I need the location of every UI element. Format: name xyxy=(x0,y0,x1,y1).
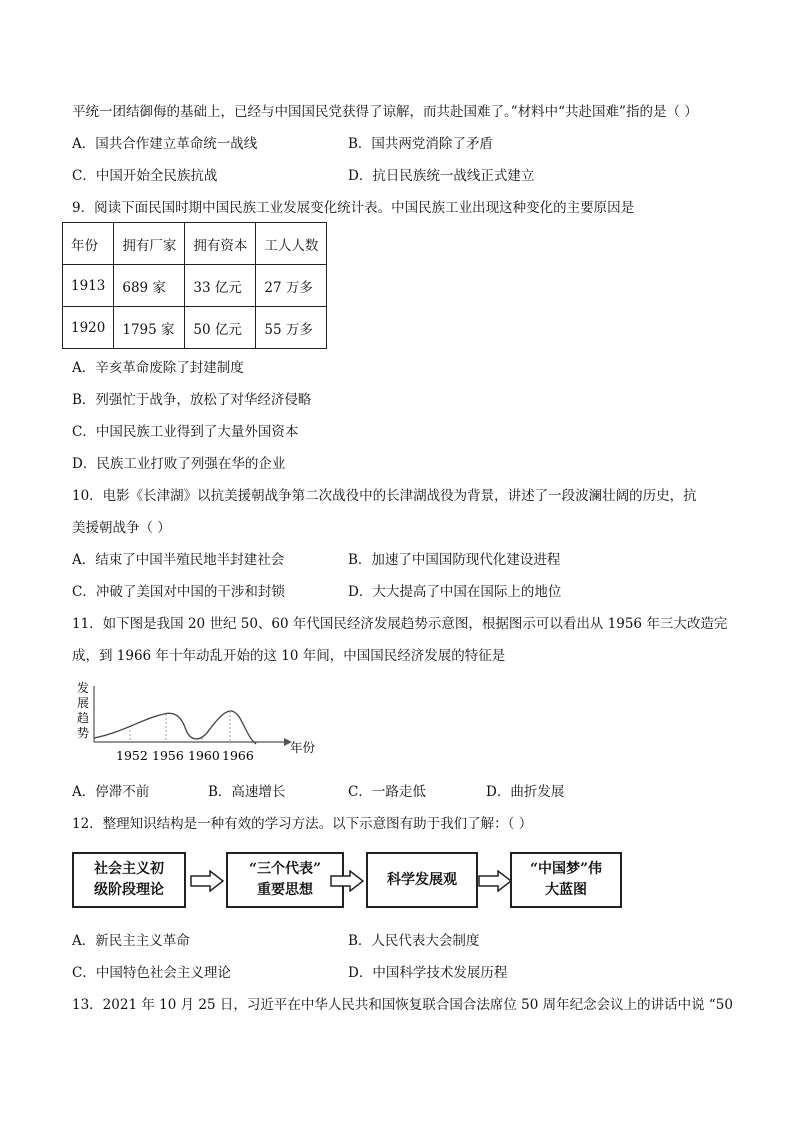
q10-option-c: C．冲破了美国对中国的干涉和封锁 xyxy=(72,584,285,600)
table-header-cell: 年份 xyxy=(63,223,114,265)
flow-arrow-icon xyxy=(478,870,512,892)
q10-option-a: A．结束了中国半殖民地半封建社会 xyxy=(72,552,285,568)
table-cell: 27 万多 xyxy=(256,265,327,307)
q9-stem: 9．阅读下面民国时期中国民族工业发展变化统计表。中国民族工业出现这种变化的主要原因是 xyxy=(72,200,635,216)
flow-box-scientific-outlook: 科学发展观 xyxy=(366,852,478,908)
table-header-cell: 拥有资本 xyxy=(185,223,256,265)
q10-option-d: D．大大提高了中国在国际上的地位 xyxy=(348,584,562,600)
q12-stem: 12．整理知识结构是一种有效的学习方法。以下示意图有助于我们了解：（ ） xyxy=(72,816,533,832)
q12-option-d: D．中国科学技术发展历程 xyxy=(348,965,508,981)
y-axis-label-char: 趋 xyxy=(77,711,90,725)
q11-option-d: D．曲折发展 xyxy=(486,784,565,800)
table-cell: 33 亿元 xyxy=(185,265,256,307)
q11-option-a: A．停滞不前 xyxy=(72,784,150,800)
flow-arrow-icon xyxy=(190,870,224,892)
q10-option-b: B．加速了中国国防现代化建设进程 xyxy=(348,552,561,568)
table-header-row xyxy=(63,223,327,265)
q8-option-b: B．国共两党消除了矛盾 xyxy=(348,136,493,152)
knowledge-flow-diagram xyxy=(72,852,722,910)
q11-option-c: C．一路走低 xyxy=(348,784,426,800)
x-tick-label: 1956 xyxy=(152,748,184,763)
y-axis-label-char: 展 xyxy=(77,696,90,710)
q12-option-a: A．新民主主义革命 xyxy=(72,933,190,949)
q13-stem: 13．2021 年 10 月 25 日，习近平在中华人民共和国恢复联合国合法席位 50 周年纪念会议上的讲话中说 “50 xyxy=(72,997,733,1013)
industry-stat-table xyxy=(62,222,327,349)
q8-option-a: A．国共合作建立革命统一战线 xyxy=(72,136,258,152)
y-axis-label-char: 势 xyxy=(77,726,90,740)
table-cell: 1920 xyxy=(63,307,114,349)
q8-option-c: C．中国开始全民族抗战 xyxy=(72,168,218,184)
flow-box-primary-stage-theory: 社会主义初 级阶段理论 xyxy=(72,852,186,908)
q10-stem-line2: 美援朝战争（ ） xyxy=(72,520,171,536)
table-row xyxy=(63,265,327,307)
y-axis-label-char: 发 xyxy=(77,681,90,695)
table-cell: 50 亿元 xyxy=(185,307,256,349)
table-cell: 55 万多 xyxy=(256,307,327,349)
q12-option-b: B．人民代表大会制度 xyxy=(348,933,480,949)
q9-option-d: D．民族工业打败了列强在华的企业 xyxy=(72,456,286,472)
q9-option-c: C．中国民族工业得到了大量外国资本 xyxy=(72,424,299,440)
q8-option-d: D．抗日民族统一战线正式建立 xyxy=(348,168,535,184)
q10-stem-line1: 10．电影《长津湖》以抗美援朝战争第二次战役中的长津湖战役为背景，讲述了一段波澜壮阔的历史，抗 xyxy=(72,488,697,504)
table-cell: 1913 xyxy=(63,265,114,307)
q9-option-a: A．辛亥革命废除了封建制度 xyxy=(72,360,244,376)
trend-curve xyxy=(94,711,256,744)
table-cell: 689 家 xyxy=(114,265,185,307)
table-header-cell: 拥有厂家 xyxy=(114,223,185,265)
flow-arrow-icon xyxy=(330,870,364,892)
q11-option-b: B．高速增长 xyxy=(208,784,286,800)
q9-option-b: B．列强忙于战争，放松了对华经济侵略 xyxy=(72,392,312,408)
q11-stem-line2: 成，到 1966 年十年动乱开始的这 10 年间，中国国民经济发展的特征是 xyxy=(72,648,506,664)
x-axis-label: 年份 xyxy=(290,740,316,755)
flow-box-three-represents: “三个代表” 重要思想 xyxy=(226,852,344,908)
table-header-cell: 工人人数 xyxy=(256,223,327,265)
table-cell: 1795 家 xyxy=(114,307,185,349)
table-row xyxy=(63,307,327,349)
economy-trend-graph xyxy=(64,678,334,770)
q12-option-c: C．中国特色社会主义理论 xyxy=(72,965,231,981)
x-tick-label: 1952 xyxy=(116,748,148,763)
x-tick-label: 1966 xyxy=(222,748,254,763)
q11-stem-line1: 11．如下图是我国 20 世纪 50、60 年代国民经济发展趋势示意图，根据图示可以看出从 1956 年三大改造完 xyxy=(72,616,728,632)
flow-box-china-dream: “中国梦”伟 大蓝图 xyxy=(510,852,622,908)
x-tick-label: 1960 xyxy=(188,748,220,763)
q8-stem: 平统一团结御侮的基础上，已经与中国国民党获得了谅解，而共赴国难了。”材料中“共赴国难”指的是（ ） xyxy=(72,104,698,120)
